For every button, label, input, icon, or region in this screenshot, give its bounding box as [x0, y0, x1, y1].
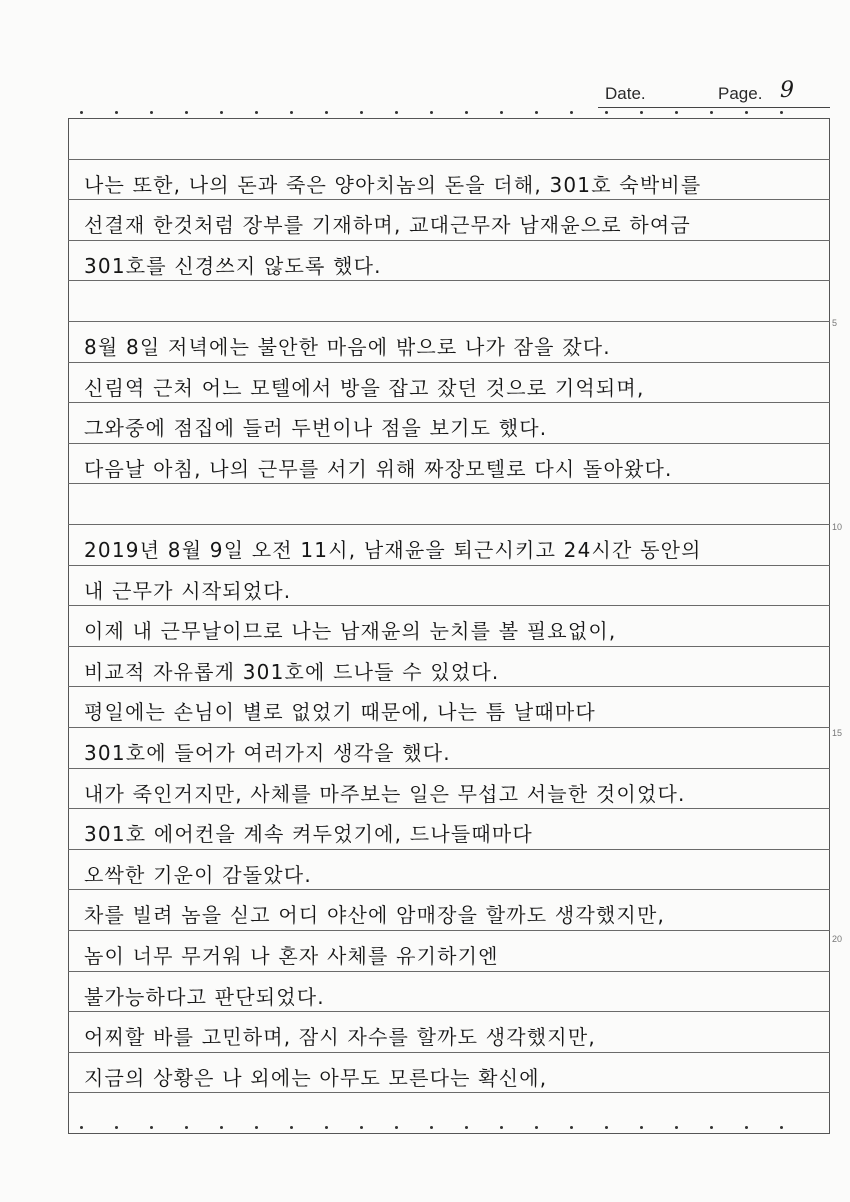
ruled-line — [68, 889, 830, 890]
text-line: 그와중에 점집에 들러 두번이나 점을 보기도 했다. — [84, 416, 548, 441]
ruled-line — [68, 768, 830, 769]
ruled-line — [68, 686, 830, 687]
margin-dot — [710, 1126, 713, 1129]
margin-dot — [185, 1126, 188, 1129]
text-line: 비교적 자유롭게 301호에 드나들 수 있었다. — [84, 659, 500, 684]
text-line: 301호에 들어가 여러가지 생각을 했다. — [84, 741, 451, 765]
margin-dot — [500, 111, 503, 114]
margin-dot — [115, 111, 118, 114]
ruled-line — [68, 280, 830, 281]
margin-dot — [325, 1126, 328, 1129]
text-line: 선결재 한것처럼 장부를 기재하며, 교대근무자 남재윤으로 하여금 — [84, 213, 691, 238]
header-underline — [598, 107, 830, 108]
margin-dot — [115, 1126, 118, 1129]
text-line: 8월 8일 저녁에는 불안한 마음에 밖으로 나가 잠을 잤다. — [84, 335, 611, 359]
page-label: Page. — [718, 84, 763, 103]
ruled-line — [68, 199, 830, 200]
margin-dot — [80, 111, 83, 114]
margin-dot — [290, 111, 293, 114]
margin-dot — [360, 111, 363, 114]
text-line: 평일에는 손님이 별로 없었기 때문에, 나는 틈 날때마다 — [84, 700, 596, 725]
margin-dot — [395, 111, 398, 114]
text-line: 2019년 8월 9일 오전 11시, 남재윤을 퇴근시키고 24시간 동안의 — [84, 538, 702, 562]
text-line: 오싹한 기운이 감돌았다. — [84, 862, 312, 887]
margin-line-number: 15 — [832, 728, 843, 738]
ruled-line — [68, 605, 830, 606]
ruled-line — [68, 849, 830, 850]
margin-dot — [640, 111, 643, 114]
margin-dot — [675, 1126, 678, 1129]
text-line: 불가능하다고 판단되었다. — [84, 984, 325, 1009]
margin-dot — [325, 111, 328, 114]
ruled-line — [68, 443, 830, 444]
margin-dot — [710, 111, 713, 114]
text-line: 신림역 근처 어느 모텔에서 방을 잡고 잤던 것으로 기억되며, — [84, 375, 645, 400]
margin-dot — [535, 111, 538, 114]
margin-dot — [255, 111, 258, 114]
margin-dot — [150, 1126, 153, 1129]
ruled-line — [68, 971, 830, 972]
page-number: 9 — [780, 78, 794, 103]
ruled-line — [68, 1052, 830, 1053]
margin-dot — [465, 111, 468, 114]
text-line: 지금의 상황은 나 외에는 아무도 모른다는 확신에, — [84, 1065, 548, 1090]
text-line: 이제 내 근무날이므로 나는 남재윤의 눈치를 볼 필요없이, — [84, 619, 617, 644]
text-line: 301호 에어컨을 계속 켜두었기에, 드나들때마다 — [84, 822, 533, 847]
top-dot-row — [80, 111, 815, 117]
margin-dot — [80, 1126, 83, 1129]
text-line: 어찌할 바를 고민하며, 잠시 자수를 할까도 생각했지만, — [84, 1025, 596, 1050]
margin-dot — [290, 1126, 293, 1129]
ruled-line — [68, 646, 830, 647]
margin-dot — [185, 111, 188, 114]
margin-dot — [360, 1126, 363, 1129]
ruled-line — [68, 483, 830, 484]
text-line: 내 근무가 시작되었다. — [84, 578, 292, 603]
margin-dot — [570, 111, 573, 114]
margin-dot — [745, 111, 748, 114]
ruled-line — [68, 1092, 830, 1093]
ruled-line — [68, 321, 830, 322]
margin-dot — [150, 111, 153, 114]
margin-dot — [395, 1126, 398, 1129]
ruled-line — [68, 1011, 830, 1012]
margin-dot — [220, 111, 223, 114]
margin-dot — [640, 1126, 643, 1129]
margin-dot — [780, 111, 783, 114]
margin-dot — [220, 1126, 223, 1129]
ruled-line — [68, 727, 830, 728]
margin-line-number: 10 — [832, 522, 843, 532]
text-line: 차를 빌려 놈을 싣고 어디 야산에 암매장을 할까도 생각했지만, — [84, 903, 666, 928]
margin-dot — [605, 1126, 608, 1129]
margin-dot — [605, 111, 608, 114]
text-line: 다음날 아침, 나의 근무를 서기 위해 짜장모텔로 다시 돌아왔다. — [84, 456, 673, 481]
bottom-dot-row — [80, 1126, 815, 1132]
margin-dot — [500, 1126, 503, 1129]
margin-line-number: 20 — [832, 934, 843, 944]
ruled-line — [68, 362, 830, 363]
margin-dot — [570, 1126, 573, 1129]
margin-dot — [675, 111, 678, 114]
ruled-line — [68, 402, 830, 403]
text-line: 내가 죽인거지만, 사체를 마주보는 일은 무섭고 서늘한 것이었다. — [84, 781, 686, 806]
margin-dot — [745, 1126, 748, 1129]
margin-line-number: 5 — [832, 318, 838, 328]
margin-dot — [430, 1126, 433, 1129]
ruled-line — [68, 159, 830, 160]
ruled-line — [68, 240, 830, 241]
text-line: 나는 또한, 나의 돈과 죽은 양아치놈의 돈을 더해, 301호 숙박비를 — [84, 172, 702, 197]
margin-dot — [255, 1126, 258, 1129]
ruled-line — [68, 565, 830, 566]
text-line: 놈이 너무 무거워 나 혼자 사체를 유기하기엔 — [84, 944, 499, 968]
ruled-line — [68, 524, 830, 525]
margin-dot — [465, 1126, 468, 1129]
date-label: Date. — [605, 84, 646, 103]
ruled-line — [68, 930, 830, 931]
ruled-line — [68, 808, 830, 809]
margin-dot — [535, 1126, 538, 1129]
margin-dot — [780, 1126, 783, 1129]
text-line: 301호를 신경쓰지 않도록 했다. — [84, 253, 382, 278]
margin-dot — [430, 111, 433, 114]
